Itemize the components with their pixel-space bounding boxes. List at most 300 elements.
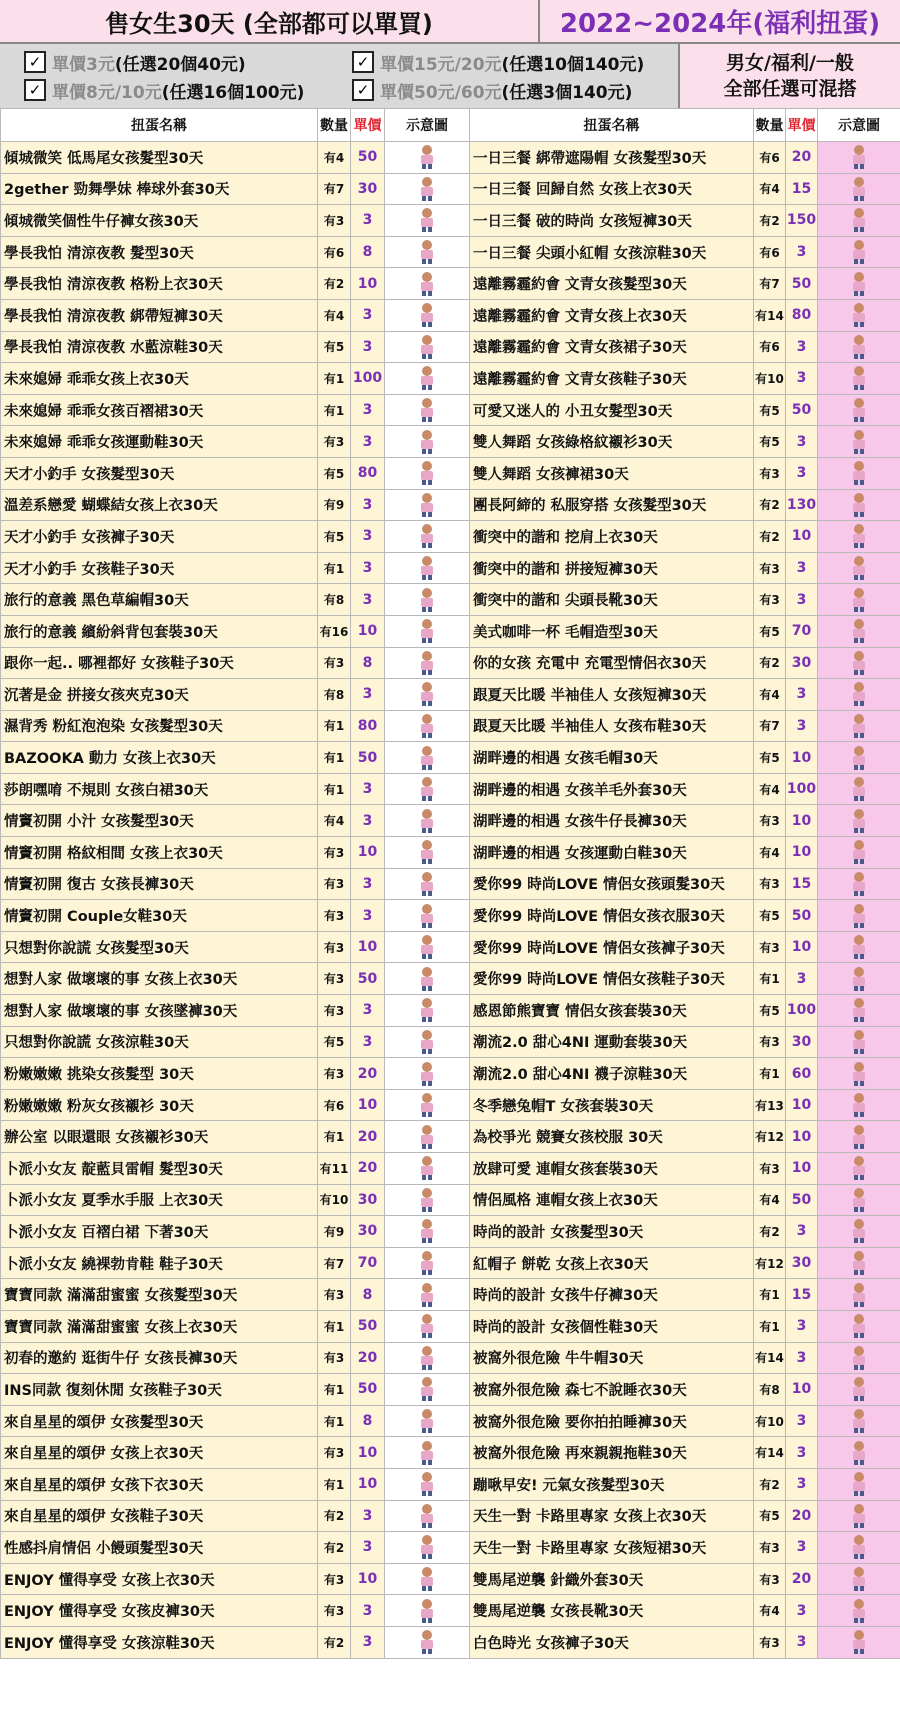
item-price: 10 [351, 1089, 385, 1121]
item-name: 遠離霧霾約會 文青女孩上衣30天 [470, 299, 754, 331]
item-image-icon [416, 305, 438, 324]
item-quantity: 有4 [754, 173, 786, 205]
item-price: 30 [351, 1216, 385, 1248]
item-quantity: 有1 [754, 1279, 786, 1311]
table-row [470, 1310, 900, 1342]
item-image-icon [848, 526, 870, 545]
table-row [470, 1153, 900, 1185]
item-thumbnail [818, 1342, 900, 1374]
table-row [1, 1374, 470, 1406]
price-option-bundle: (任選16個100元) [161, 82, 305, 103]
mix-note-line: 全部任選可混搭 [723, 78, 857, 100]
item-image-icon [416, 1569, 438, 1588]
table-row [470, 1595, 900, 1627]
item-name: 美式咖啡一杯 毛帽造型30天 [470, 615, 754, 647]
item-image-icon [416, 1347, 438, 1366]
item-image-icon [848, 1221, 870, 1240]
table-row [1, 1310, 470, 1342]
item-thumbnail [385, 963, 470, 995]
table-row [470, 1216, 900, 1248]
item-name: 被窩外很危險 要你拍拍睡褲30天 [470, 1405, 754, 1437]
item-name: 未來媳婦 乖乖女孩上衣30天 [1, 363, 318, 395]
item-image-icon [416, 1253, 438, 1272]
item-name: 湖畔邊的相遇 女孩牛仔長褲30天 [470, 805, 754, 837]
item-name: 湖畔邊的相遇 女孩毛帽30天 [470, 742, 754, 774]
table-row [470, 1626, 900, 1658]
table-row [1, 1342, 470, 1374]
item-price: 10 [786, 1089, 818, 1121]
item-image-icon [416, 1442, 438, 1461]
item-thumbnail [385, 1216, 470, 1248]
item-image-icon [416, 210, 438, 229]
item-image-icon [416, 1063, 438, 1082]
item-name: 遠離霧霾約會 文青女孩裙子30天 [470, 331, 754, 363]
item-price: 3 [786, 1216, 818, 1248]
table-row [470, 710, 900, 742]
item-name: 情竇初開 復古 女孩長褲30天 [1, 868, 318, 900]
item-quantity: 有6 [754, 331, 786, 363]
item-name: 湖畔邊的相遇 女孩羊毛外套30天 [470, 773, 754, 805]
item-image-icon [848, 494, 870, 513]
item-thumbnail [385, 1058, 470, 1090]
item-name: 一日三餐 綁帶遮陽帽 女孩髮型30天 [470, 142, 754, 174]
table-row [1, 205, 470, 237]
item-name: 性感抖肩情侶 小饅頭髮型30天 [1, 1532, 318, 1564]
item-image-icon [416, 526, 438, 545]
item-image-icon [416, 652, 438, 671]
item-price: 3 [786, 1468, 818, 1500]
item-name: 你的女孩 充電中 充電型情侶衣30天 [470, 647, 754, 679]
table-row [470, 331, 900, 363]
item-thumbnail [385, 1342, 470, 1374]
item-price: 50 [786, 268, 818, 300]
item-quantity: 有1 [318, 1374, 351, 1406]
item-image-icon [416, 810, 438, 829]
item-name: 卜派小女友 百褶白裙 下著30天 [1, 1216, 318, 1248]
item-image-icon [416, 1537, 438, 1556]
item-image-icon [848, 1253, 870, 1272]
table-row [1, 931, 470, 963]
table-row [1, 457, 470, 489]
item-quantity: 有3 [318, 900, 351, 932]
item-quantity: 有3 [318, 1437, 351, 1469]
item-thumbnail [385, 1595, 470, 1627]
item-thumbnail [818, 615, 900, 647]
item-image-icon [848, 1505, 870, 1524]
item-price: 80 [351, 710, 385, 742]
item-image-icon [416, 779, 438, 798]
item-thumbnail [818, 521, 900, 553]
item-image-icon [416, 1316, 438, 1335]
table-row [1, 868, 470, 900]
item-quantity: 有4 [754, 773, 786, 805]
item-image-icon [416, 873, 438, 892]
item-quantity: 有2 [754, 205, 786, 237]
item-price: 10 [351, 1437, 385, 1469]
item-image-icon [416, 589, 438, 608]
price-option [24, 76, 304, 104]
item-image-icon [416, 905, 438, 924]
item-thumbnail [818, 394, 900, 426]
item-thumbnail [385, 426, 470, 458]
item-price: 3 [351, 552, 385, 584]
item-thumbnail [818, 1216, 900, 1248]
item-name: 天才小釣手 女孩髮型30天 [1, 457, 318, 489]
table-row [470, 1437, 900, 1469]
item-name: 跟夏天比暖 半袖佳人 女孩短褲30天 [470, 679, 754, 711]
item-quantity: 有10 [754, 363, 786, 395]
item-thumbnail [385, 1500, 470, 1532]
item-name: 被窩外很危險 牛牛帽30天 [470, 1342, 754, 1374]
item-thumbnail [385, 742, 470, 774]
table-row [1, 615, 470, 647]
item-image-icon [416, 1158, 438, 1177]
item-name: 湖畔邊的相遇 女孩運動白鞋30天 [470, 837, 754, 869]
table-row [1, 647, 470, 679]
table-row [1, 1279, 470, 1311]
item-image-icon [416, 273, 438, 292]
price-option-unit: 單價3元 [52, 54, 115, 75]
item-image-icon [848, 747, 870, 766]
item-image-icon [848, 210, 870, 229]
item-price: 20 [786, 1500, 818, 1532]
item-image-icon [848, 842, 870, 861]
item-name: 雙人舞蹈 女孩綠格紋襯衫30天 [470, 426, 754, 458]
item-price: 3 [351, 1595, 385, 1627]
item-name: 團長阿締的 私服穿搭 女孩髮型30天 [470, 489, 754, 521]
item-quantity: 有4 [318, 805, 351, 837]
item-quantity: 有4 [318, 142, 351, 174]
item-quantity: 有2 [754, 489, 786, 521]
right-table-body [470, 142, 900, 1659]
item-quantity: 有14 [754, 1342, 786, 1374]
item-thumbnail [818, 805, 900, 837]
item-name: 遠離霧霾約會 文青女孩鞋子30天 [470, 363, 754, 395]
item-image-icon [416, 1411, 438, 1430]
item-name: 溫差系戀愛 蝴蝶結女孩上衣30天 [1, 489, 318, 521]
item-price: 8 [351, 647, 385, 679]
item-price: 3 [786, 963, 818, 995]
item-thumbnail [818, 1595, 900, 1627]
table-row [1, 299, 470, 331]
item-thumbnail [818, 995, 900, 1027]
item-image-icon [848, 937, 870, 956]
item-name: 初春的邀約 逛街牛仔 女孩長褲30天 [1, 1342, 318, 1374]
left-table-body [1, 142, 470, 1659]
item-quantity: 有2 [754, 647, 786, 679]
item-name: ENJOY 懂得享受 女孩皮褲30天 [1, 1595, 318, 1627]
item-quantity: 有1 [318, 552, 351, 584]
item-thumbnail [385, 868, 470, 900]
item-name: 天才小釣手 女孩鞋子30天 [1, 552, 318, 584]
table-row [470, 900, 900, 932]
item-name: 一日三餐 尖頭小紅帽 女孩涼鞋30天 [470, 236, 754, 268]
item-price: 3 [351, 584, 385, 616]
item-thumbnail [818, 552, 900, 584]
table-row [1, 1468, 470, 1500]
item-name: 被窩外很危險 再來親親拖鞋30天 [470, 1437, 754, 1469]
item-thumbnail [385, 331, 470, 363]
item-thumbnail [385, 489, 470, 521]
item-price: 100 [786, 995, 818, 1027]
item-quantity: 有5 [754, 1500, 786, 1532]
item-thumbnail [818, 1626, 900, 1658]
item-thumbnail [818, 584, 900, 616]
item-quantity: 有5 [754, 394, 786, 426]
item-price: 15 [786, 173, 818, 205]
item-thumbnail [818, 1500, 900, 1532]
item-price: 3 [786, 679, 818, 711]
item-name: 只想對你說謊 女孩髮型30天 [1, 931, 318, 963]
item-price: 3 [786, 457, 818, 489]
item-name: 來自星星的頌伊 女孩鞋子30天 [1, 1500, 318, 1532]
item-quantity: 有3 [318, 995, 351, 1027]
item-quantity: 有3 [318, 1563, 351, 1595]
item-name: 學長我怕 清涼夜教 水藍涼鞋30天 [1, 331, 318, 363]
item-image-icon [848, 621, 870, 640]
item-image-icon [848, 147, 870, 166]
table-row [470, 1405, 900, 1437]
item-price: 10 [351, 615, 385, 647]
item-quantity: 有1 [318, 742, 351, 774]
item-image-icon [416, 715, 438, 734]
item-name: 想對人家 做壞壞的事 女孩墜褲30天 [1, 995, 318, 1027]
item-quantity: 有3 [754, 1153, 786, 1185]
table-row [470, 1532, 900, 1564]
checkbox-icon: ✓ [352, 51, 374, 73]
item-price: 3 [786, 1342, 818, 1374]
item-name: 愛你99 時尚LOVE 情侶女孩鞋子30天 [470, 963, 754, 995]
item-image-icon [416, 968, 438, 987]
item-thumbnail [818, 268, 900, 300]
item-image-icon [848, 1031, 870, 1050]
item-price: 50 [351, 1310, 385, 1342]
item-price: 3 [351, 900, 385, 932]
item-name: 紅帽子 餅乾 女孩上衣30天 [470, 1247, 754, 1279]
item-thumbnail [385, 1279, 470, 1311]
item-thumbnail [818, 1026, 900, 1058]
item-thumbnail [385, 299, 470, 331]
table-row [1, 268, 470, 300]
table-row [1, 331, 470, 363]
item-image-icon [416, 1126, 438, 1145]
item-thumbnail [818, 963, 900, 995]
item-quantity: 有5 [754, 995, 786, 1027]
item-quantity: 有2 [318, 1626, 351, 1658]
item-quantity: 有1 [318, 363, 351, 395]
item-name: ENJOY 懂得享受 女孩上衣30天 [1, 1563, 318, 1595]
item-name: 跟夏天比暖 半袖佳人 女孩布鞋30天 [470, 710, 754, 742]
item-thumbnail [818, 931, 900, 963]
table-row [1, 1500, 470, 1532]
item-quantity: 有4 [754, 1184, 786, 1216]
item-thumbnail [385, 1247, 470, 1279]
item-quantity: 有3 [318, 1595, 351, 1627]
item-quantity: 有1 [318, 1405, 351, 1437]
item-thumbnail [385, 1374, 470, 1406]
item-price: 3 [786, 1595, 818, 1627]
item-price: 8 [351, 1405, 385, 1437]
item-thumbnail [385, 995, 470, 1027]
item-quantity: 有2 [318, 1532, 351, 1564]
column-header-qty: 數量 [754, 109, 786, 142]
item-quantity: 有2 [754, 1468, 786, 1500]
table-row [1, 1184, 470, 1216]
item-quantity: 有3 [318, 963, 351, 995]
item-image-icon [416, 1379, 438, 1398]
table-row [470, 173, 900, 205]
item-thumbnail [818, 299, 900, 331]
item-name: 旅行的意義 黑色草編帽30天 [1, 584, 318, 616]
item-image-icon [848, 1474, 870, 1493]
item-name: 冬季戀兔帽T 女孩套裝30天 [470, 1089, 754, 1121]
item-quantity: 有8 [318, 679, 351, 711]
item-image-icon [416, 178, 438, 197]
item-quantity: 有5 [318, 457, 351, 489]
item-image-icon [848, 1000, 870, 1019]
table-row [1, 394, 470, 426]
item-quantity: 有1 [318, 394, 351, 426]
item-price: 3 [786, 426, 818, 458]
item-quantity: 有4 [318, 299, 351, 331]
item-name: 來自星星的頌伊 女孩上衣30天 [1, 1437, 318, 1469]
price-option-bundle: (任選10個140元) [501, 54, 645, 75]
table-row [1, 426, 470, 458]
item-thumbnail [818, 1058, 900, 1090]
title-banner [0, 0, 900, 44]
item-name: 愛你99 時尚LOVE 情侶女孩褲子30天 [470, 931, 754, 963]
table-row [470, 268, 900, 300]
column-header-image: 示意圖 [385, 109, 470, 142]
item-thumbnail [385, 1310, 470, 1342]
table-row [1, 363, 470, 395]
item-image-icon [848, 558, 870, 577]
item-thumbnail [385, 584, 470, 616]
item-thumbnail [818, 1563, 900, 1595]
table-row [470, 679, 900, 711]
item-price: 70 [786, 615, 818, 647]
item-thumbnail [385, 363, 470, 395]
item-price: 3 [786, 710, 818, 742]
table-row [470, 299, 900, 331]
item-image-icon [848, 1158, 870, 1177]
item-price: 3 [786, 1405, 818, 1437]
item-quantity: 有3 [318, 1058, 351, 1090]
item-price: 20 [786, 142, 818, 174]
column-header-name: 扭蛋名稱 [1, 109, 318, 142]
item-thumbnail [385, 1563, 470, 1595]
item-image-icon [416, 1474, 438, 1493]
item-price: 20 [351, 1153, 385, 1185]
table-row [470, 1026, 900, 1058]
table-row [470, 1279, 900, 1311]
item-price: 30 [786, 647, 818, 679]
item-image-icon [416, 558, 438, 577]
item-quantity: 有1 [318, 773, 351, 805]
item-name: 蹦啾早安! 元氣女孩髮型30天 [470, 1468, 754, 1500]
table-row [470, 489, 900, 521]
item-thumbnail [818, 426, 900, 458]
item-image-icon [416, 747, 438, 766]
item-thumbnail [818, 1405, 900, 1437]
table-row [1, 1437, 470, 1469]
item-quantity: 有1 [754, 1310, 786, 1342]
item-quantity: 有11 [318, 1153, 351, 1185]
item-thumbnail [818, 363, 900, 395]
item-image-icon [848, 905, 870, 924]
table-row [1, 1058, 470, 1090]
item-price: 20 [786, 1563, 818, 1595]
item-thumbnail [818, 205, 900, 237]
item-thumbnail [818, 742, 900, 774]
right-item-table [469, 108, 900, 1659]
item-quantity: 有2 [318, 268, 351, 300]
item-quantity: 有3 [318, 1342, 351, 1374]
item-price: 8 [351, 1279, 385, 1311]
item-quantity: 有12 [754, 1121, 786, 1153]
table-row [1, 963, 470, 995]
item-quantity: 有3 [318, 1279, 351, 1311]
item-name: 衝突中的諧和 挖肩上衣30天 [470, 521, 754, 553]
item-quantity: 有3 [318, 647, 351, 679]
item-price: 30 [786, 1247, 818, 1279]
item-price: 10 [786, 1121, 818, 1153]
item-name: 感恩節熊寶寶 情侶女孩套裝30天 [470, 995, 754, 1027]
item-thumbnail [818, 837, 900, 869]
price-option [24, 48, 246, 76]
item-quantity: 有1 [318, 1310, 351, 1342]
item-price: 3 [786, 584, 818, 616]
item-name: 天才小釣手 女孩褲子30天 [1, 521, 318, 553]
item-price: 3 [351, 394, 385, 426]
item-image-icon [848, 1537, 870, 1556]
table-row [1, 1216, 470, 1248]
item-name: 遠離霧霾約會 文青女孩髮型30天 [470, 268, 754, 300]
item-image-icon [848, 1569, 870, 1588]
item-price: 3 [351, 805, 385, 837]
item-quantity: 有3 [754, 1532, 786, 1564]
item-quantity: 有6 [754, 236, 786, 268]
item-image-icon [416, 937, 438, 956]
item-name: 情竇初開 小汁 女孩髮型30天 [1, 805, 318, 837]
column-header-name: 扭蛋名稱 [470, 109, 754, 142]
item-price: 10 [351, 1563, 385, 1595]
item-image-icon [416, 1000, 438, 1019]
item-name: 放肆可愛 連帽女孩套裝30天 [470, 1153, 754, 1185]
item-image-icon [416, 431, 438, 450]
item-name: 學長我怕 清涼夜教 格粉上衣30天 [1, 268, 318, 300]
item-name: 寶寶同款 滿滿甜蜜蜜 女孩上衣30天 [1, 1310, 318, 1342]
item-name: 衝突中的諧和 尖頭長靴30天 [470, 584, 754, 616]
mix-note-line: 男女/福利/一般 [726, 52, 854, 74]
table-row [470, 1500, 900, 1532]
item-thumbnail [385, 173, 470, 205]
item-price: 3 [786, 236, 818, 268]
table-row [1, 837, 470, 869]
item-thumbnail [818, 457, 900, 489]
item-quantity: 有10 [754, 1405, 786, 1437]
item-price: 150 [786, 205, 818, 237]
item-image-icon [848, 1442, 870, 1461]
table-row [470, 521, 900, 553]
item-thumbnail [818, 1184, 900, 1216]
table-row [1, 1089, 470, 1121]
item-thumbnail [385, 521, 470, 553]
item-price: 3 [786, 363, 818, 395]
item-image-icon [848, 1316, 870, 1335]
table-row [470, 205, 900, 237]
item-thumbnail [385, 1184, 470, 1216]
